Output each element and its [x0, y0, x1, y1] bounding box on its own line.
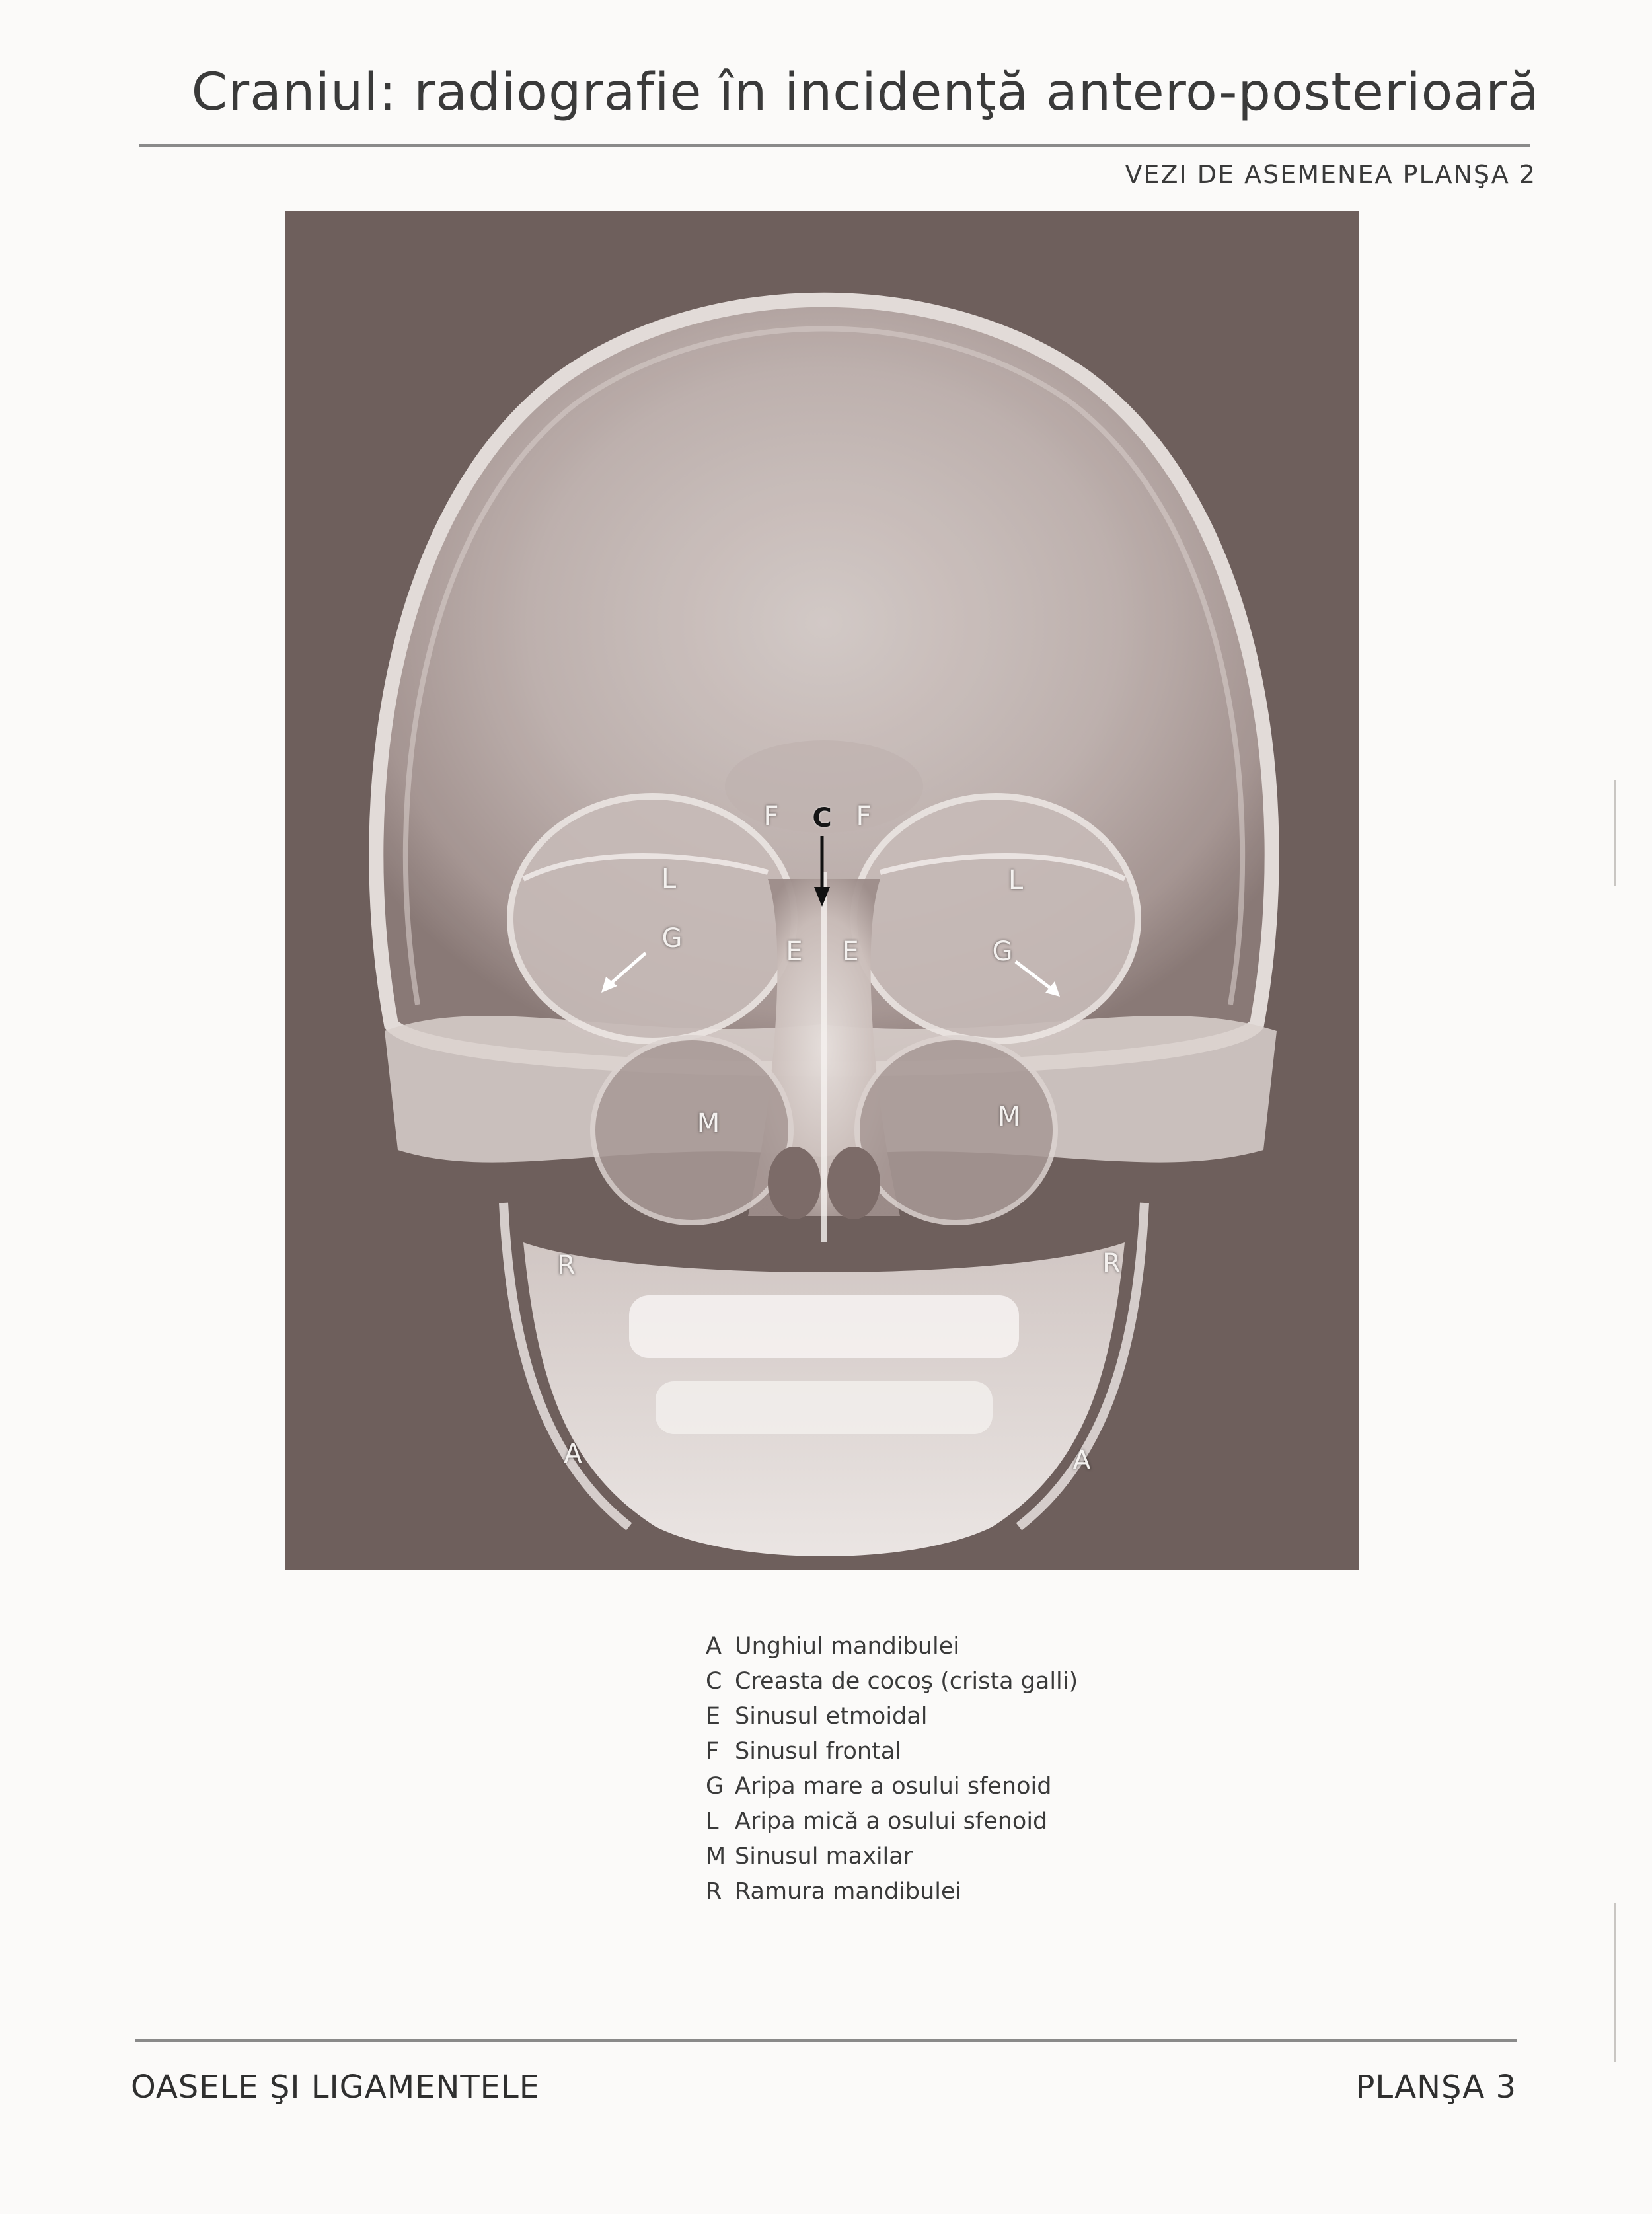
legend-text: Sinusul frontal	[735, 1738, 902, 1765]
legend-letter: A	[706, 1633, 722, 1660]
label-greater-wing-right: G	[992, 936, 1013, 967]
left-orbit	[510, 796, 794, 1041]
label-greater-wing-left: G	[661, 923, 683, 954]
legend-item	[706, 1769, 1078, 1804]
lower-teeth	[656, 1381, 993, 1434]
right-maxillary-sinus	[857, 1038, 1055, 1223]
legend-letter: L	[706, 1808, 719, 1835]
legend-item	[706, 1839, 1078, 1874]
bottom-divider	[135, 2039, 1517, 2042]
legend-letter: C	[706, 1668, 722, 1695]
skull-xray-figure	[285, 211, 1359, 1570]
label-lesser-wing-right: L	[1008, 865, 1024, 896]
label-maxillary-sinus-left: M	[696, 1108, 720, 1139]
footer-section-title: OASELE ŞI LIGAMENTELE	[131, 2069, 541, 2106]
right-orbit	[854, 796, 1138, 1041]
legend-text: Aripa mică a osului sfenoid	[735, 1808, 1048, 1835]
legend-letter: F	[706, 1738, 720, 1765]
label-ramus-right: R	[1102, 1248, 1121, 1279]
legend-text: Sinusul maxilar	[735, 1843, 913, 1870]
label-lesser-wing-left: L	[661, 864, 677, 894]
legend-letter: G	[706, 1773, 724, 1800]
see-also-reference: VEZI DE ASEMENEA PLANŞA 2	[1125, 160, 1536, 189]
label-angle-left: A	[564, 1439, 582, 1469]
scan-margin-mark	[1614, 1903, 1616, 2062]
legend-item	[706, 1734, 1078, 1769]
legend-text: Ramura mandibulei	[735, 1878, 962, 1905]
legend-item	[706, 1804, 1078, 1839]
footer-plate-number: PLANŞA 3	[1355, 2069, 1517, 2106]
page-title: Craniul: radiografie în incidenţă antero-posterioară	[191, 63, 1540, 122]
legend-letter: M	[706, 1843, 726, 1870]
legend-item	[706, 1664, 1078, 1699]
label-ramus-left: R	[557, 1250, 576, 1281]
scan-margin-mark	[1614, 780, 1616, 886]
legend-text: Creasta de cocoş (crista galli)	[735, 1668, 1078, 1695]
figure-legend	[706, 1629, 1078, 1909]
legend-text: Unghiul mandibulei	[735, 1633, 960, 1660]
label-crista-galli: C	[812, 803, 832, 833]
left-maxillary-sinus	[593, 1038, 791, 1223]
label-frontal-sinus-left: F	[763, 801, 779, 831]
legend-letter: R	[706, 1878, 722, 1905]
skull-xray-illustration	[285, 211, 1359, 1570]
legend-item	[706, 1699, 1078, 1734]
label-maxillary-sinus-right: M	[997, 1102, 1021, 1132]
label-frontal-sinus-right: F	[856, 801, 872, 831]
label-ethmoid-sinus-right: E	[842, 936, 859, 967]
label-angle-right: A	[1072, 1445, 1091, 1476]
upper-teeth	[629, 1295, 1019, 1358]
label-ethmoid-sinus-left: E	[786, 936, 803, 967]
legend-text: Sinusul etmoidal	[735, 1703, 928, 1730]
legend-item	[706, 1629, 1078, 1664]
legend-item	[706, 1874, 1078, 1909]
top-divider	[139, 144, 1530, 147]
legend-letter: E	[706, 1703, 721, 1730]
legend-text: Aripa mare a osului sfenoid	[735, 1773, 1052, 1800]
